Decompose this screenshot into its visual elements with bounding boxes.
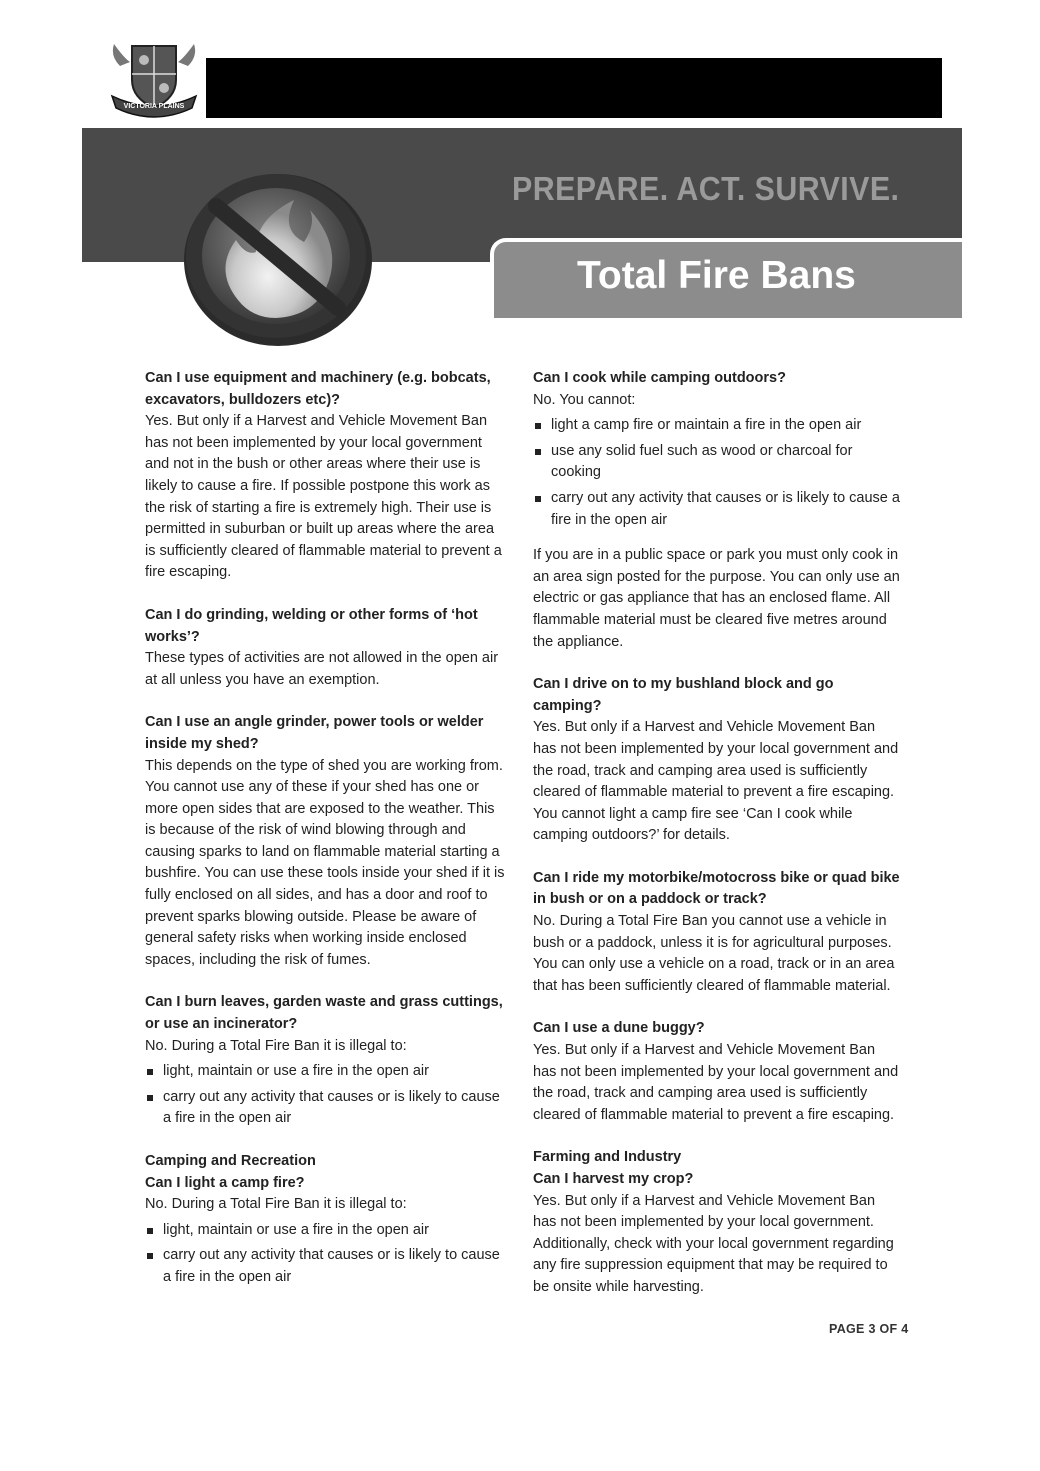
bullet-item: light, maintain or use a fire in the open air	[145, 1220, 507, 1242]
question: Can I burn leaves, garden waste and grass cuttings, or use an incinerator?	[145, 994, 503, 1033]
answer: No. You cannot:	[533, 391, 636, 408]
answer: Yes. But only if a Harvest and Vehicle Movement Ban has not been implemented by your local government and the road, track and camping area used is sufficiently cleared of flammable material to prevent a fire escaping. You cannot light a camp fire see ‘Can I cook while camping outdoors?’ for details.	[533, 719, 899, 844]
page-title: Total Fire Bans	[577, 254, 856, 297]
question: Can I ride my motorbike/motocross bike or quad bike in bush or on a paddock or track?	[533, 869, 900, 908]
bullet-item: light, maintain or use a fire in the open air	[145, 1061, 507, 1083]
bullet-list	[533, 415, 901, 531]
page-number: PAGE 3 OF 4	[829, 1322, 909, 1336]
question: Can I do grinding, welding or other forms of ‘hot works’?	[145, 606, 478, 645]
no-fire-icon	[176, 160, 376, 348]
faq-item	[145, 992, 507, 1130]
faq-item	[533, 1018, 901, 1126]
faq-item	[145, 605, 507, 691]
bullet-item: carry out any activity that causes or is likely to cause a fire in the open air	[145, 1087, 507, 1130]
answer: No. During a Total Fire Ban you cannot use a vehicle in bush or a paddock, unless it is for agricultural purposes. You can only use a vehicle on a road, track or in an area that has been sufficiently cleared of flammable material.	[533, 913, 895, 994]
bullet-list	[145, 1220, 507, 1289]
slogan: PREPARE. ACT. SURVIVE.	[512, 170, 900, 207]
answer: No. During a Total Fire Ban it is illegal to:	[145, 1037, 407, 1054]
answer: This depends on the type of shed you are working from. You cannot use any of these if your shed has one or more open sides that are exposed to the weather. This is because of the risk of wind blowing through and causing sparks to land on flammable material starting a bushfire. You can use these tools inside your shed if it is fully enclosed on all sides, and has a door and roof to prevent sparks blowing outside. Please be aware of general safety risks when working inside enclosed spaces, including the risk of fumes.	[145, 757, 505, 968]
answer: Yes. But only if a Harvest and Vehicle Movement Ban has not been implemented by your local government and not in the bush or other areas where their use is likely to cause a fire. If possible postpone this work as the risk of starting a fire is extremely high. Their use is permitted in suburban or built up areas where the area is sufficiently cleared of flammable material to prevent a fire escaping.	[145, 413, 502, 581]
question: Can I light a camp fire?	[145, 1174, 305, 1191]
right-column	[533, 368, 901, 1320]
faq-item	[533, 674, 901, 847]
victoria-plains-logo	[108, 36, 200, 122]
question: Can I cook while camping outdoors?	[533, 370, 786, 386]
bullet-item: carry out any activity that causes or is likely to cause a fire in the open air	[533, 488, 901, 531]
bullet-item: light a camp fire or maintain a fire in the open air	[533, 415, 901, 437]
faq-item	[145, 1151, 507, 1289]
question: Can I harvest my crop?	[533, 1171, 694, 1187]
bullet-item: carry out any activity that causes or is likely to cause a fire in the open air	[145, 1245, 507, 1288]
answer: Yes. But only if a Harvest and Vehicle Movement Ban has not been implemented by your local government. Additionally, check with your local government regarding any fire suppression equipment that may be required to be onsite while harvesting.	[533, 1192, 894, 1295]
question: Can I drive on to my bushland block and go camping?	[533, 676, 834, 714]
left-column	[145, 368, 507, 1310]
section-heading: Farming and Industry	[533, 1149, 682, 1166]
svg-text:VICTORIA PLAINS: VICTORIA PLAINS	[123, 103, 185, 110]
section-heading: Camping and Recreation	[145, 1153, 316, 1169]
bullet-item: use any solid fuel such as wood or charcoal for cooking	[533, 441, 901, 484]
answer: These types of activities are not allowed in the open air at all unless you have an exemption.	[145, 650, 499, 688]
faq-item	[533, 368, 901, 653]
answer: No. During a Total Fire Ban it is illegal to:	[145, 1196, 407, 1213]
redaction-bar	[206, 58, 942, 118]
faq-item	[145, 368, 507, 584]
faq-item	[533, 868, 901, 998]
answer-followup: If you are in a public space or park you must only cook in an area sign posted for the purpose. You can only use an electric or gas appliance that has an enclosed flame. All flammable material must be cleared five metres around the appliance.	[533, 547, 900, 650]
question: Can I use a dune buggy?	[533, 1020, 705, 1037]
faq-item	[145, 712, 507, 971]
faq-item	[533, 1147, 901, 1298]
question: Can I use equipment and machinery (e.g. bobcats, excavators, bulldozers etc)?	[145, 370, 491, 408]
bullet-list	[145, 1061, 507, 1130]
answer: Yes. But only if a Harvest and Vehicle Movement Ban has not been implemented by your local government and the road, track and camping area used is sufficiently cleared of flammable material to prevent a fire escaping.	[533, 1042, 899, 1123]
question: Can I use an angle grinder, power tools or welder inside my shed?	[145, 714, 484, 752]
